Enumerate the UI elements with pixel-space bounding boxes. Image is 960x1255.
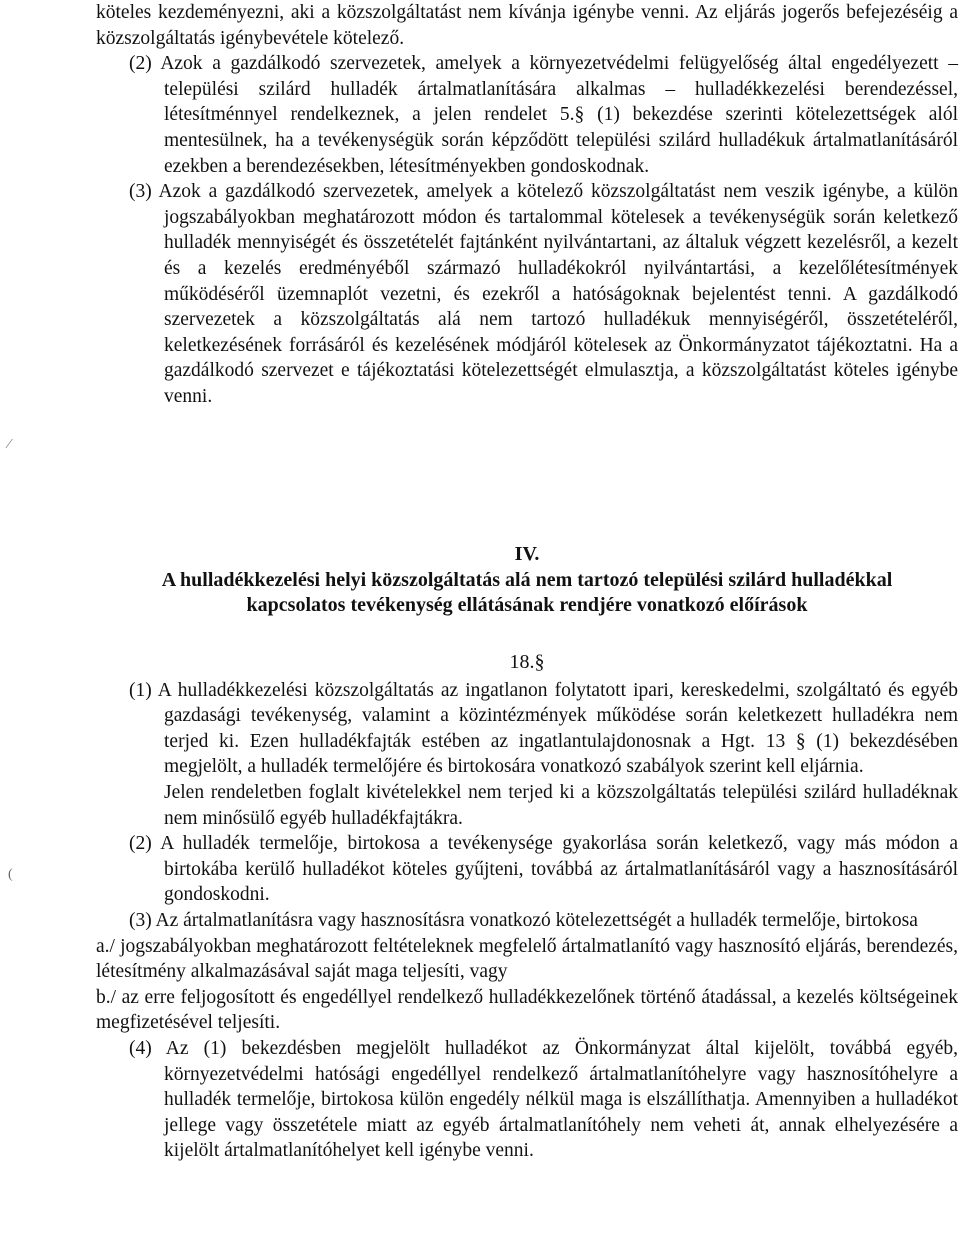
section-item-a: a./ jogszabályokban meghatározott feltételeknek megfelelő ártalmatlanító vagy hasznosító eljárás, berendezés, létesítmény alkalmazásával saját maga teljesíti, vagy	[96, 935, 958, 983]
section-paragraph-4: (4) Az (1) bekezdésben megjelölt hulladékot az Önkormányzat által kijelölt, továbbá egyéb, környezetvédelmi hatósági engedéllyel rendelkező ártalmatlanítóhelyre vagy hasznosítóhelyre a hulladék termelője, birtokosa külön engedély nélkül maga is elszállíthatja. Amennyiben a hulladékot jellege vagy összetétele miatt az egyéb ártalmatlanítóhely nem veheti át, annak elhelyezésére a kijelölt ártalmatlanítóhelyet kell igénybe venni.	[129, 1037, 958, 1162]
section-item-b: b./ az erre feljogosított és engedéllyel rendelkező hulladékkezelőnek történő átadással, a kezelés költségeinek megfizetésével teljesíti.	[96, 986, 958, 1034]
paragraph-3: (3) Azok a gazdálkodó szervezetek, amelyek a kötelező közszolgáltatást nem veszik igénybe, a külön jogszabályokban meghatározott módon és tartalommal kötelesek a tevékenységük során keletkező hulladék mennyiségét és összetételét fajtánként nyilvántartani, az általuk végzett kezelésről, a kezelt és a kezelés eredményéből származó hulladékokról nyilvántartási, a kezelőlétesítmények működéséről üzemnaplót vezetni, és ezekről a hatóságoknak bejelentést tenni. A gazdálkodó szervezetek a közszolgáltatás alá nem tartozó hulladékuk mennyiségéről, összetételéről, keletkezésének forrásáról és kezelésének módjáról kötelesek az Önkormányzatot tájékoztatni. Ha a gazdálkodó szervezet e tájékoztatási kötelezettségét elmulasztja, a közszolgáltatást köteles igénybe venni.	[129, 181, 958, 407]
chapter-heading	[96, 542, 958, 618]
section-paragraph-1: (1) A hulladékkezelési közszolgáltatás az ingatlanon folytatott ipari, kereskedelmi, szolgáltató és egyéb gazdasági tevékenység, valamint a közintézmények működése során keletkezett hulladékra nem terjed ki. Ezen hulladékfajták estében az ingatlantulajdonosnak a Hgt. 13 § (1) bekezdésében megjelölt, a hulladék termelőjére és birtokosára vonatkozó szabályok szerint kell eljárnia.	[129, 679, 958, 778]
margin-mark: ⁄	[8, 437, 11, 452]
paragraph-2: (2) Azok a gazdálkodó szervezetek, amelyek a környezetvédelmi felügyelőség által engedélyezett – települési szilárd hulladék ártalmatlanítására alkalmas – hulladékkezelési berendezéssel, létesítménnyel rendelkeznek, a jelen rendelet 5.§ (1) bekezdése szerinti kötelezettségek alól mentesülnek, ha a tevékenységük során képződött települési szilárd hulladékuk ártalmatlanításáról ezekben a berendezésekben, létesítményekben gondoskodnak.	[129, 53, 958, 177]
margin-mark: (	[8, 867, 13, 882]
section-18	[96, 650, 958, 1164]
chapter-number: IV.	[514, 543, 540, 565]
section-paragraph-2: (2) A hulladék termelője, birtokosa a tevékenysége gyakorlása során keletkező, vagy más módon a birtokába kerülő hulladékot köteles gyűjteni, továbbá az ártalmatlanításáról vagy a hasznosításáról gondoskodni.	[129, 833, 958, 906]
section-paragraph-1b: Jelen rendeletben foglalt kivételekkel nem terjed ki a közszolgáltatás települési szilárd hulladéknak nem minősülő egyéb hulladékfajtákra.	[164, 781, 958, 829]
section-number: 18.§	[509, 651, 545, 673]
top-paragraphs	[96, 0, 958, 410]
paragraph-continuation: köteles kezdeményezni, aki a közszolgáltatást nem kívánja igénybe venni. Az eljárás jogerős befejezéséig a közszolgáltatás igénybevétele kötelező.	[96, 2, 958, 49]
chapter-title: A hulladékkezelési helyi közszolgáltatás alá nem tartozó települési szilárd hulladékkal kapcsolatos tevékenység ellátásának rendjére vonatkozó előírások	[161, 568, 893, 616]
section-paragraph-3: (3) Az ártalmatlanításra vagy hasznosításra vonatkozó kötelezettségét a hulladék termelője, birtokosa	[129, 909, 918, 931]
